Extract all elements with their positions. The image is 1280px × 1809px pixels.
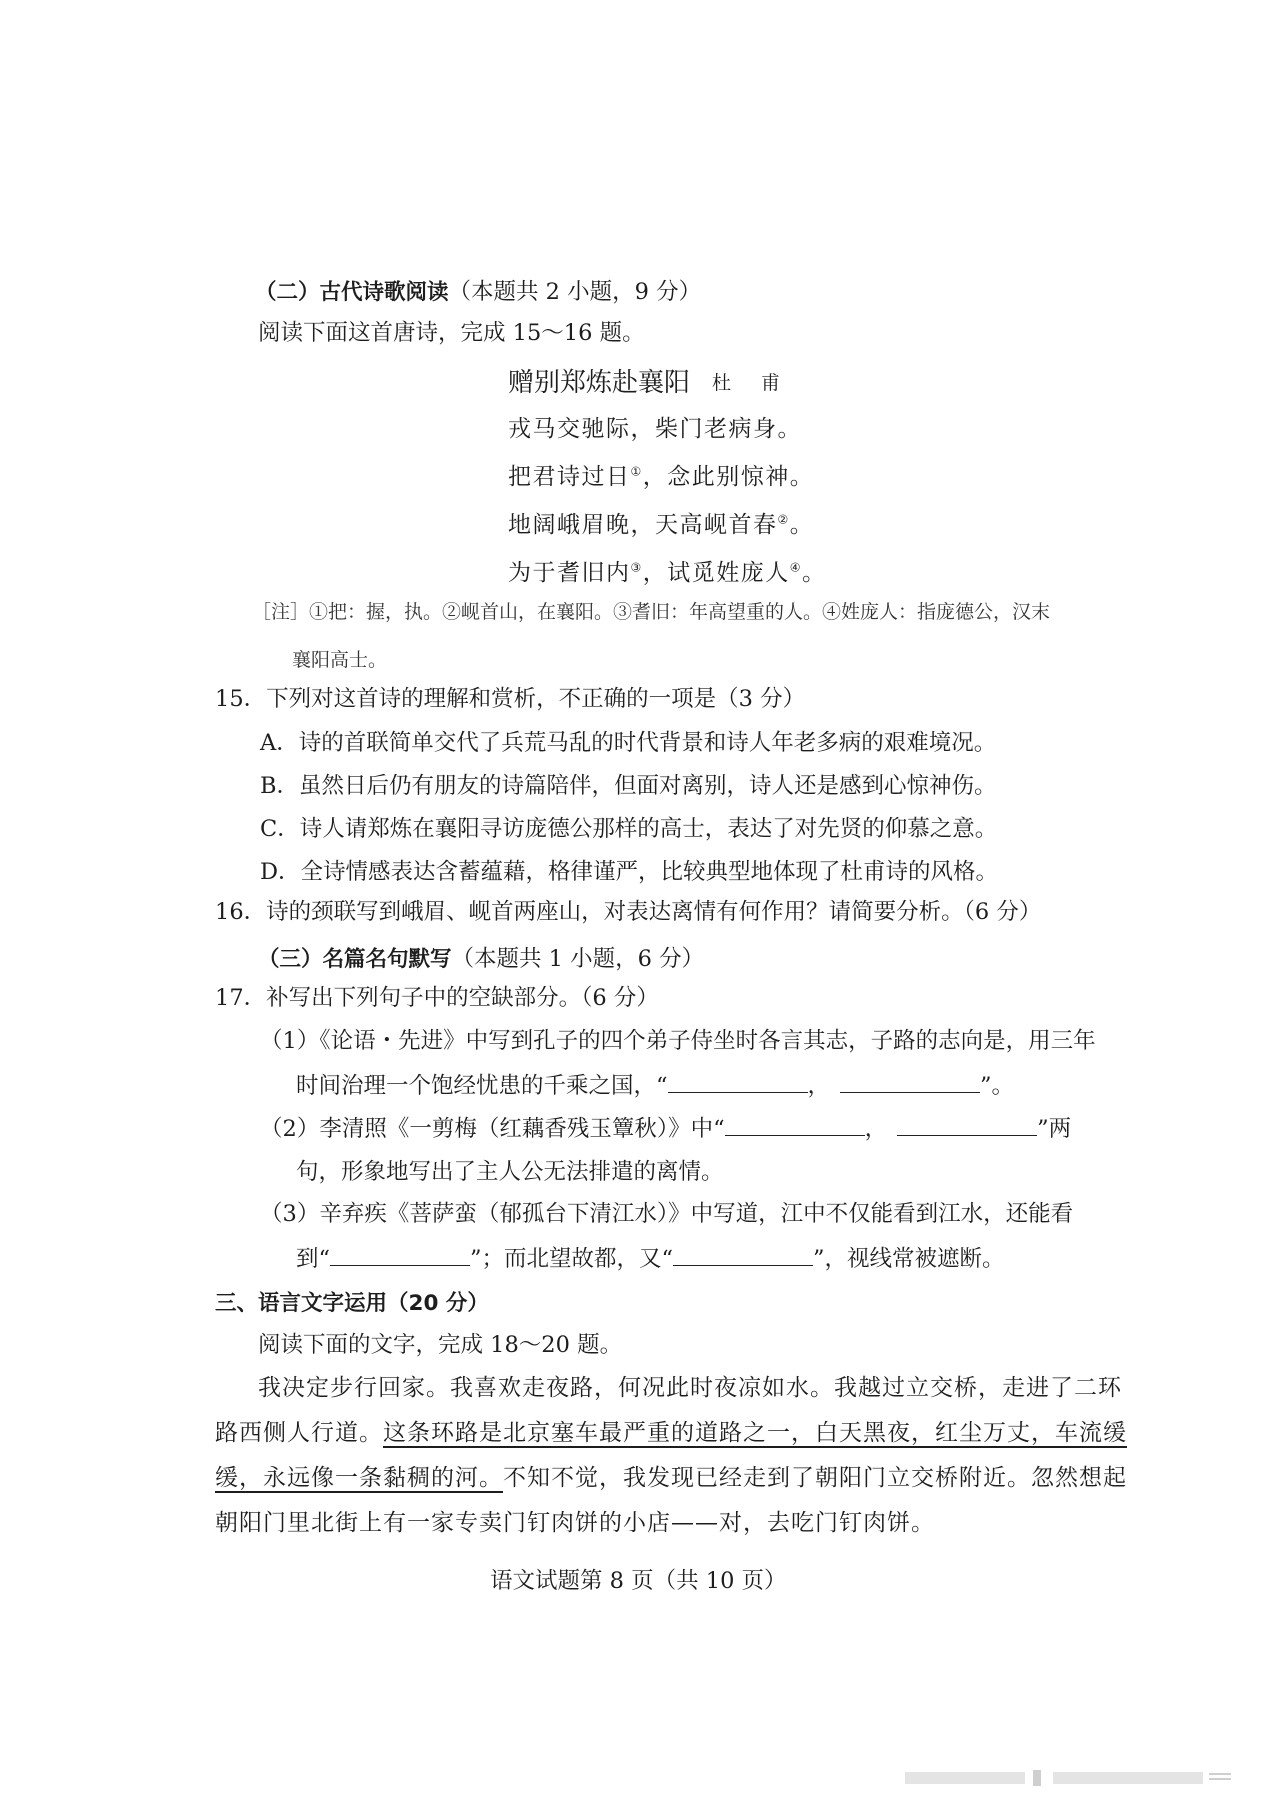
notes-label: ［注］: [252, 601, 310, 623]
page-footer: 语文试题第 8 页（共 10 页）: [490, 1568, 787, 1594]
footnote-mark-1: ①: [630, 464, 643, 479]
poem-line-3: [508, 506, 814, 539]
poetry-instruction: 阅读下面这首唐诗，完成 15～16 题。: [258, 320, 645, 346]
question-15-option-b: B．虽然日后仍有朋友的诗篇陪伴，但面对离别，诗人还是感到心惊神伤。: [260, 773, 997, 799]
question-17-stem: 17．补写出下列句子中的空缺部分。（6 分）: [215, 985, 659, 1011]
passage-line-4: 朝阳门里北街上有一家专卖门钉肉饼的小店——对，去吃门钉肉饼。: [215, 1510, 935, 1536]
question-17-item-1-line-2: [296, 1070, 1014, 1101]
answer-blank-1[interactable]: [668, 1070, 808, 1093]
item-3-text-mid: ”；而北望故都，又“: [470, 1246, 674, 1272]
poem-line-4-c: 。: [802, 560, 827, 586]
item-2-text-mid: ，: [864, 1116, 888, 1142]
question-16-stem: 16．诗的颈联写到峨眉、岘首两座山，对表达离情有何作用？请简要分析。（6 分）: [215, 899, 1042, 925]
question-15-option-d: D．全诗情感表达含蓄蕴藉，格律谨严，比较典型地体现了杜甫诗的风格。: [260, 859, 999, 885]
item-3-text-pre: 到“: [296, 1246, 331, 1272]
watermark-icon: [905, 1770, 1235, 1786]
item-2-text-pre: （2）李清照《一剪梅（红藕香残玉簟秋）》中“: [260, 1116, 725, 1142]
poem-line-2-b: ，念此别惊神。: [642, 464, 815, 490]
question-17-item-3-line-2: [296, 1243, 1005, 1274]
section-heading-poetry: [255, 274, 701, 306]
question-17-item-2-line-2: 句，形象地写出了主人公无法排遣的离情。: [296, 1159, 724, 1185]
section-score-note: （本题共 2 小题，9 分）: [448, 279, 702, 305]
item-2-text-post: ”两: [1037, 1116, 1072, 1142]
item-1-text-post: ”。: [980, 1073, 1015, 1099]
poem-line-3-a: 地阔峨眉晚，天高岘首春: [508, 512, 778, 538]
answer-blank-2[interactable]: [840, 1070, 980, 1093]
passage-text: 路西侧人行道。: [215, 1420, 383, 1446]
answer-blank-5[interactable]: [330, 1243, 470, 1266]
poem-line-2: [508, 458, 814, 491]
question-15-option-c: C．诗人请郑炼在襄阳寻访庞德公那样的高士，表达了对先贤的仰慕之意。: [260, 816, 998, 842]
question-17-item-3-line-1: （3）辛弃疾《菩萨蛮（郁孤台下清江水）》中写道，江中不仅能看到江水，还能看: [260, 1201, 1074, 1227]
section-title: （三）名篇名句默写: [258, 947, 452, 972]
passage-line-1: 我决定步行回家。我喜欢走夜路，何况此时夜凉如水。我越过立交桥，走进了二环: [258, 1375, 1122, 1401]
question-15-stem: 15．下列对这首诗的理解和赏析，不正确的一项是（3 分）: [215, 686, 806, 712]
answer-blank-4[interactable]: [897, 1113, 1037, 1136]
item-3-text-post: ”，视线常被遮断。: [813, 1246, 1005, 1272]
passage-text: 不知不觉，我发现已经走到了朝阳门立交桥附近。忽然想起: [503, 1465, 1127, 1491]
poem-line-2-a: 把君诗过日: [508, 464, 631, 490]
passage-line-3: [215, 1461, 1127, 1495]
poem-notes-line-2: 襄阳高士。: [292, 649, 388, 671]
poem-author: 杜 甫: [712, 372, 793, 394]
poem-line-4-b: ，试觅姓庞人: [642, 560, 790, 586]
item-1-text-pre: 时间治理一个饱经忧患的千乘之国，“: [296, 1073, 668, 1099]
question-17-item-1-line-1: （1）《论语・先进》中写到孔子的四个弟子侍坐时各言其志，子路的志向是，用三年: [260, 1028, 1096, 1054]
question-17-item-2-line-1: [260, 1113, 1071, 1144]
poem-line-1: 戎马交驰际，柴门老病身。: [508, 416, 802, 442]
section-title: （二）古代诗歌阅读: [255, 280, 449, 305]
item-1-text-mid: ，: [807, 1073, 831, 1099]
watermark-mark: [905, 1770, 1235, 1786]
passage-line-2: [215, 1416, 1127, 1450]
underlined-sentence-part-2: 缓，永远像一条黏稠的河。: [215, 1465, 503, 1491]
footnote-mark-3: ③: [630, 560, 643, 575]
poem-line-4: [508, 554, 827, 587]
poem-notes-line-1: [252, 598, 1050, 626]
notes-text-1: ①把：握，执。②岘首山，在襄阳。③耆旧：年高望重的人。④姓庞人：指庞德公，汉末: [309, 601, 1051, 623]
footnote-mark-2: ②: [777, 512, 790, 527]
answer-blank-3[interactable]: [725, 1113, 865, 1136]
poem-line-4-a: 为于耆旧内: [508, 560, 631, 586]
answer-blank-6[interactable]: [673, 1243, 813, 1266]
part-3-instruction: 阅读下面的文字，完成 18～20 题。: [258, 1332, 623, 1358]
section-score-note: （本题共 1 小题，6 分）: [451, 946, 705, 972]
underlined-sentence-part-1: 这条环路是北京塞车最严重的道路之一，白天黑夜，红尘万丈，车流缓: [383, 1420, 1127, 1446]
section-heading-recitation: [258, 941, 704, 973]
footnote-mark-4: ④: [789, 560, 803, 575]
question-15-option-a: A．诗的首联简单交代了兵荒马乱的时代背景和诗人年老多病的艰难境况。: [260, 730, 997, 756]
poem-line-3-b: 。: [789, 512, 815, 538]
poem-title: 赠别郑炼赴襄阳: [508, 368, 691, 398]
part-3-heading: 三、语言文字运用（20 分）: [215, 1291, 489, 1316]
